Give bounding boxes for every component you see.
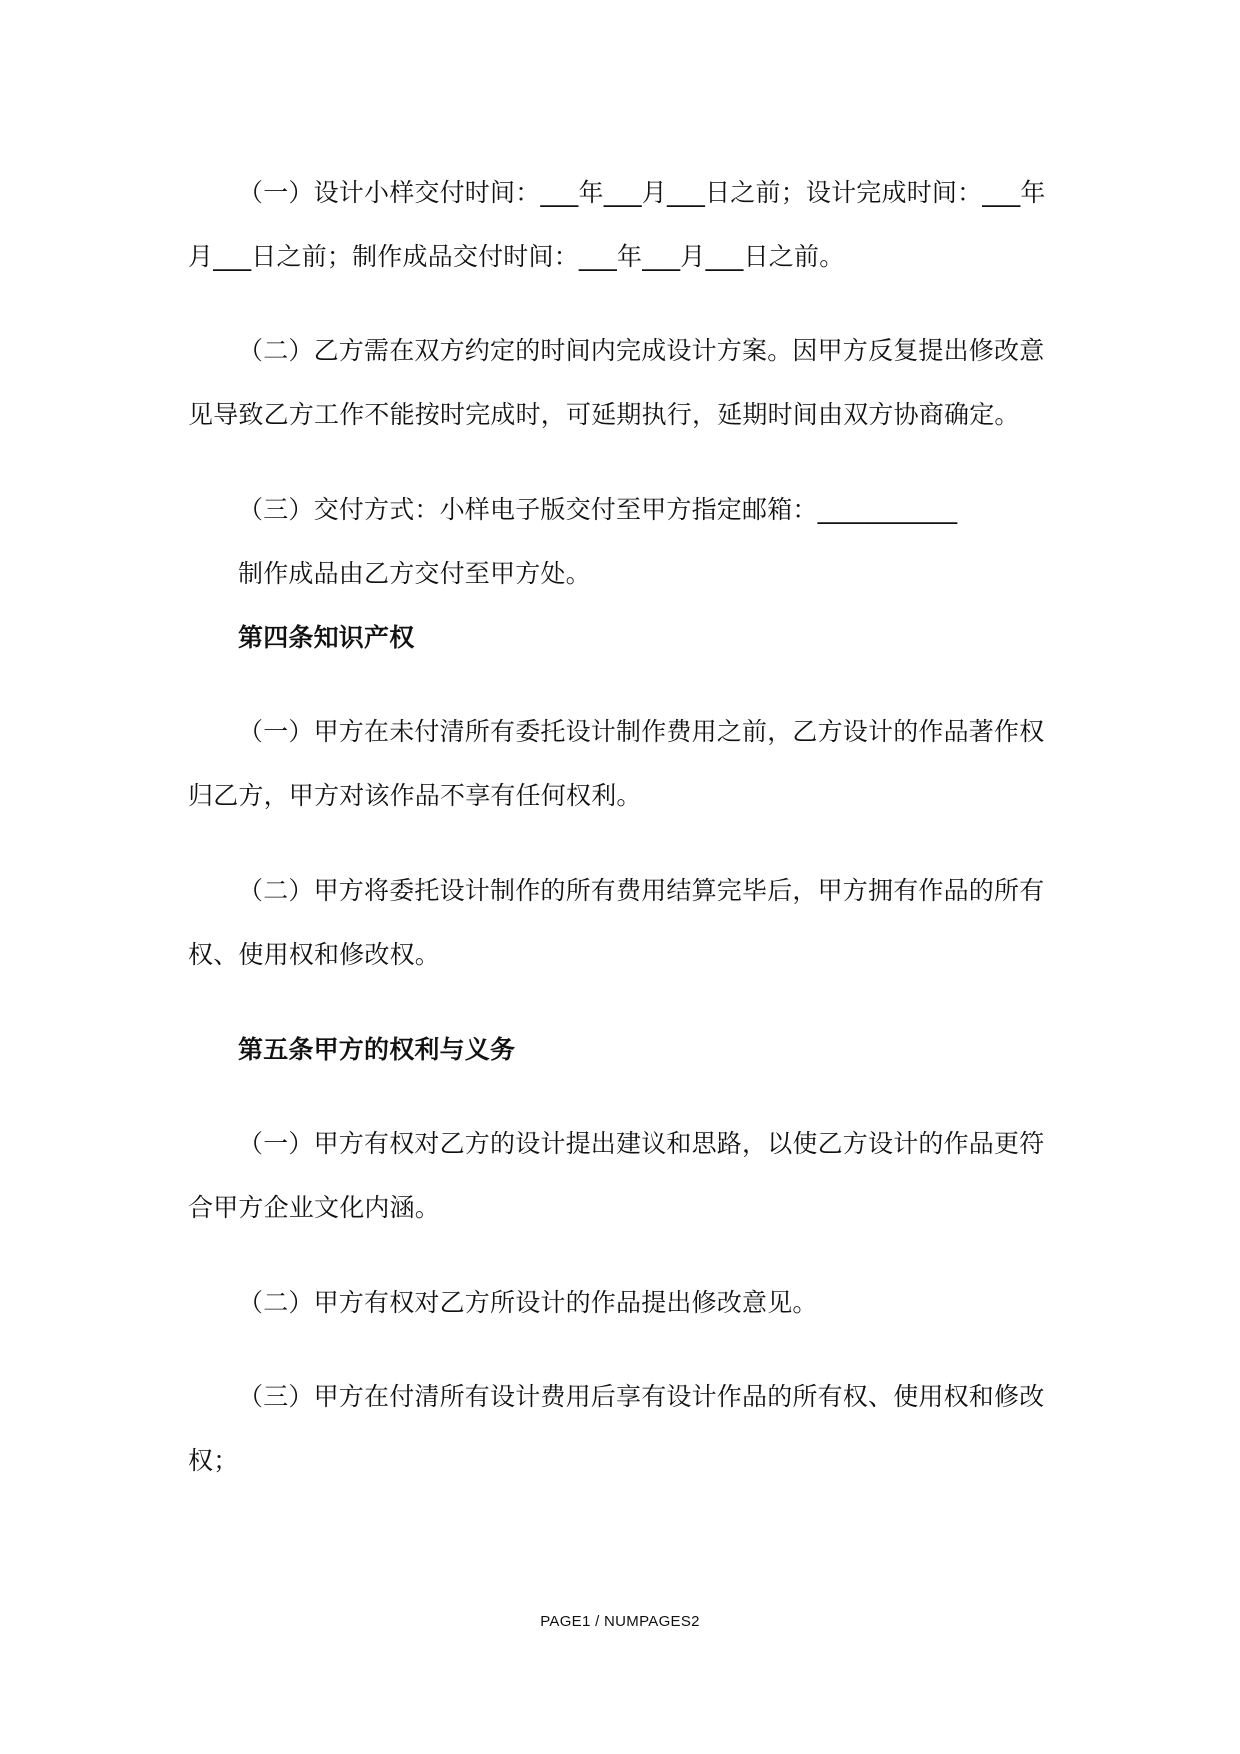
article-4-heading: 第四条知识产权 <box>238 623 415 652</box>
clause-4-1-line-1: （一）甲方在未付清所有委托设计制作费用之前，乙方设计的作品著作权 <box>238 717 1045 746</box>
clause-5-1-line-1: （一）甲方有权对乙方的设计提出建议和思路，以使乙方设计的作品更符 <box>238 1129 1045 1158</box>
clause-3-2-line-2: 见导致乙方工作不能按时完成时，可延期执行，延期时间由双方协商确定。 <box>188 400 1020 429</box>
clause-5-2-line-1: （二）甲方有权对乙方所设计的作品提出修改意见。 <box>238 1288 818 1317</box>
page-footer: PAGE1 / NUMPAGES2 <box>540 1613 700 1630</box>
clause-3-1-line-1: （一）设计小样交付时间：___年___月___日之前；设计完成时间：___年 <box>238 178 1046 207</box>
clause-4-2-line-2: 权、使用权和修改权。 <box>188 940 441 969</box>
clause-5-3-line-2: 权； <box>188 1446 239 1475</box>
clause-3-3-line-1: （三）交付方式：小样电子版交付至甲方指定邮箱：___________ <box>238 495 958 524</box>
article-5-heading: 第五条甲方的权利与义务 <box>238 1035 516 1064</box>
clause-4-1-line-2: 归乙方，甲方对该作品不享有任何权利。 <box>188 781 642 810</box>
clause-3-3-line-2: 制作成品由乙方交付至甲方处。 <box>238 559 591 588</box>
clause-5-1-line-2: 合甲方企业文化内涵。 <box>188 1193 441 1222</box>
clause-4-2-line-1: （二）甲方将委托设计制作的所有费用结算完毕后，甲方拥有作品的所有 <box>238 876 1045 905</box>
clause-3-1-line-2: 月___日之前；制作成品交付时间：___年___月___日之前。 <box>188 242 845 271</box>
clause-3-2-line-1: （二）乙方需在双方约定的时间内完成设计方案。因甲方反复提出修改意 <box>238 336 1045 365</box>
clause-5-3-line-1: （三）甲方在付清所有设计费用后享有设计作品的所有权、使用权和修改 <box>238 1382 1045 1411</box>
